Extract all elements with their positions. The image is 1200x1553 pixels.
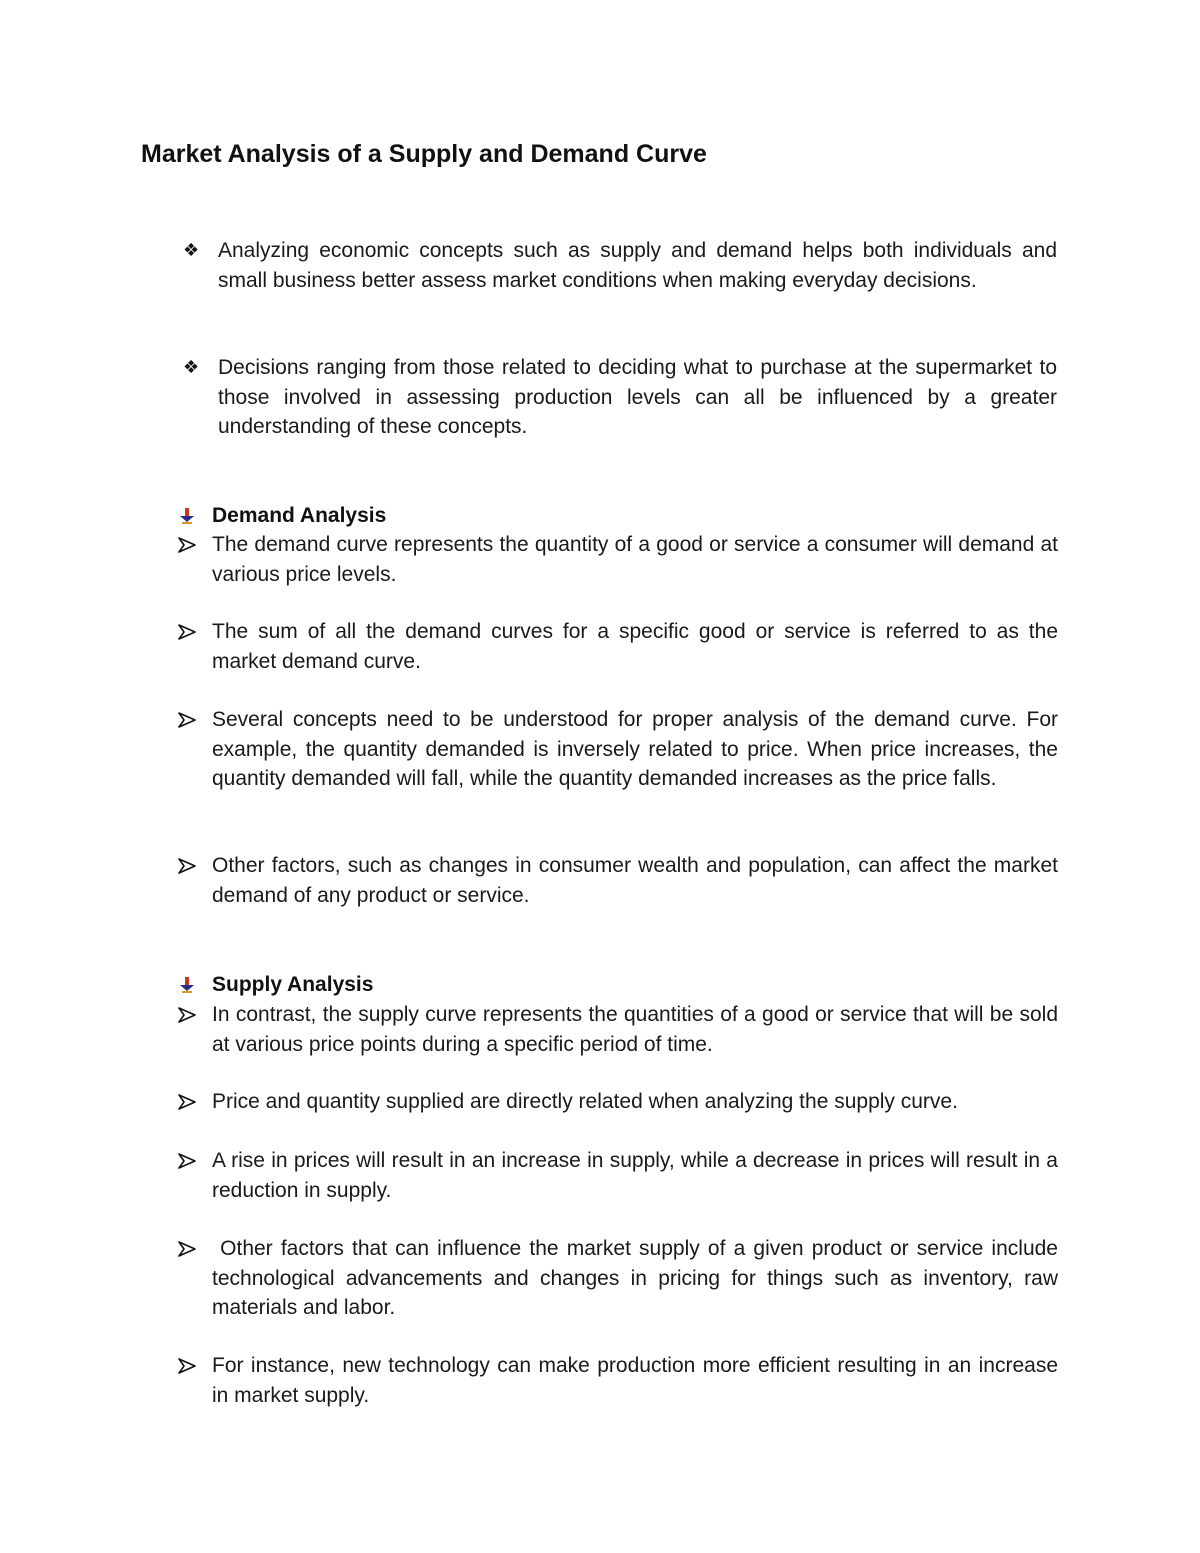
supply-heading-label: Supply Analysis <box>212 973 374 996</box>
arrowhead-bullet-icon <box>178 1007 196 1023</box>
arrowhead-bullet-icon <box>178 1094 196 1110</box>
demand-item-text: The demand curve represents the quantity of a good or service a consumer will demand at various price levels. <box>212 533 1058 586</box>
arrowhead-bullet-icon <box>178 712 196 728</box>
demand-list-item <box>178 530 1058 589</box>
arrowhead-bullet-icon <box>178 537 196 553</box>
intro-text: Decisions ranging from those related to deciding what to purchase at the supermarket to those involved in assessing production levels can all be influenced by a greater understanding of these concepts. <box>218 356 1057 438</box>
arrowhead-bullet-icon <box>178 1241 196 1257</box>
supply-list-item <box>178 1234 1064 1323</box>
supply-item-text: In contrast, the supply curve represents the quantities of a good or service that will be sold at various price points during a specific period of time. <box>212 1003 1058 1056</box>
demand-list-item <box>178 705 1058 794</box>
arrowhead-bullet-icon <box>178 1153 196 1169</box>
arrowhead-bullet-icon <box>178 1358 196 1374</box>
demand-list-item <box>178 851 1058 910</box>
supply-list-item <box>178 1351 1058 1410</box>
demand-item-text: Several concepts need to be understood for proper analysis of the demand curve. For example, the quantity demanded is inversely related to price. When price increases, the quantity demanded will fall, while the quantity demanded increases as the price falls. <box>212 708 1058 790</box>
supply-item-text: Price and quantity supplied are directly related when analyzing the supply curve. <box>212 1090 958 1113</box>
supply-item-text: For instance, new technology can make production more efficient resulting in an increase in market supply. <box>212 1354 1058 1407</box>
supply-list-item <box>178 1146 1058 1205</box>
demand-item-text: Other factors, such as changes in consumer wealth and population, can affect the market demand of any product or service. <box>212 854 1058 907</box>
arrowhead-bullet-icon <box>178 624 196 640</box>
arrow-down-marker-icon <box>178 976 196 994</box>
intro-bullet <box>183 236 1057 295</box>
intro-text: Analyzing economic concepts such as supply and demand helps both individuals and small business better assess market conditions when making everyday decisions. <box>218 239 1057 292</box>
supply-heading <box>178 970 1058 1000</box>
demand-heading-label: Demand Analysis <box>212 504 387 527</box>
page-title: Market Analysis of a Supply and Demand Curve <box>141 140 707 168</box>
supply-list-item <box>178 1000 1058 1059</box>
demand-heading <box>178 501 1058 531</box>
intro-bullet <box>183 353 1057 442</box>
demand-list-item <box>178 617 1058 676</box>
arrow-down-marker-icon <box>178 507 196 525</box>
supply-item-text: Other factors that can influence the market supply of a given product or service include technological advancements and changes in pricing for things such as inventory, raw materials and labor. <box>212 1237 1064 1319</box>
arrowhead-bullet-icon <box>178 858 196 874</box>
supply-list-item <box>178 1087 1058 1117</box>
supply-item-text: A rise in prices will result in an increase in supply, while a decrease in prices will result in a reduction in supply. <box>212 1149 1058 1202</box>
demand-item-text: The sum of all the demand curves for a specific good or service is referred to as the market demand curve. <box>212 620 1058 673</box>
diamond-bullet-icon: ❖ <box>183 240 200 260</box>
diamond-bullet-icon: ❖ <box>183 357 200 377</box>
